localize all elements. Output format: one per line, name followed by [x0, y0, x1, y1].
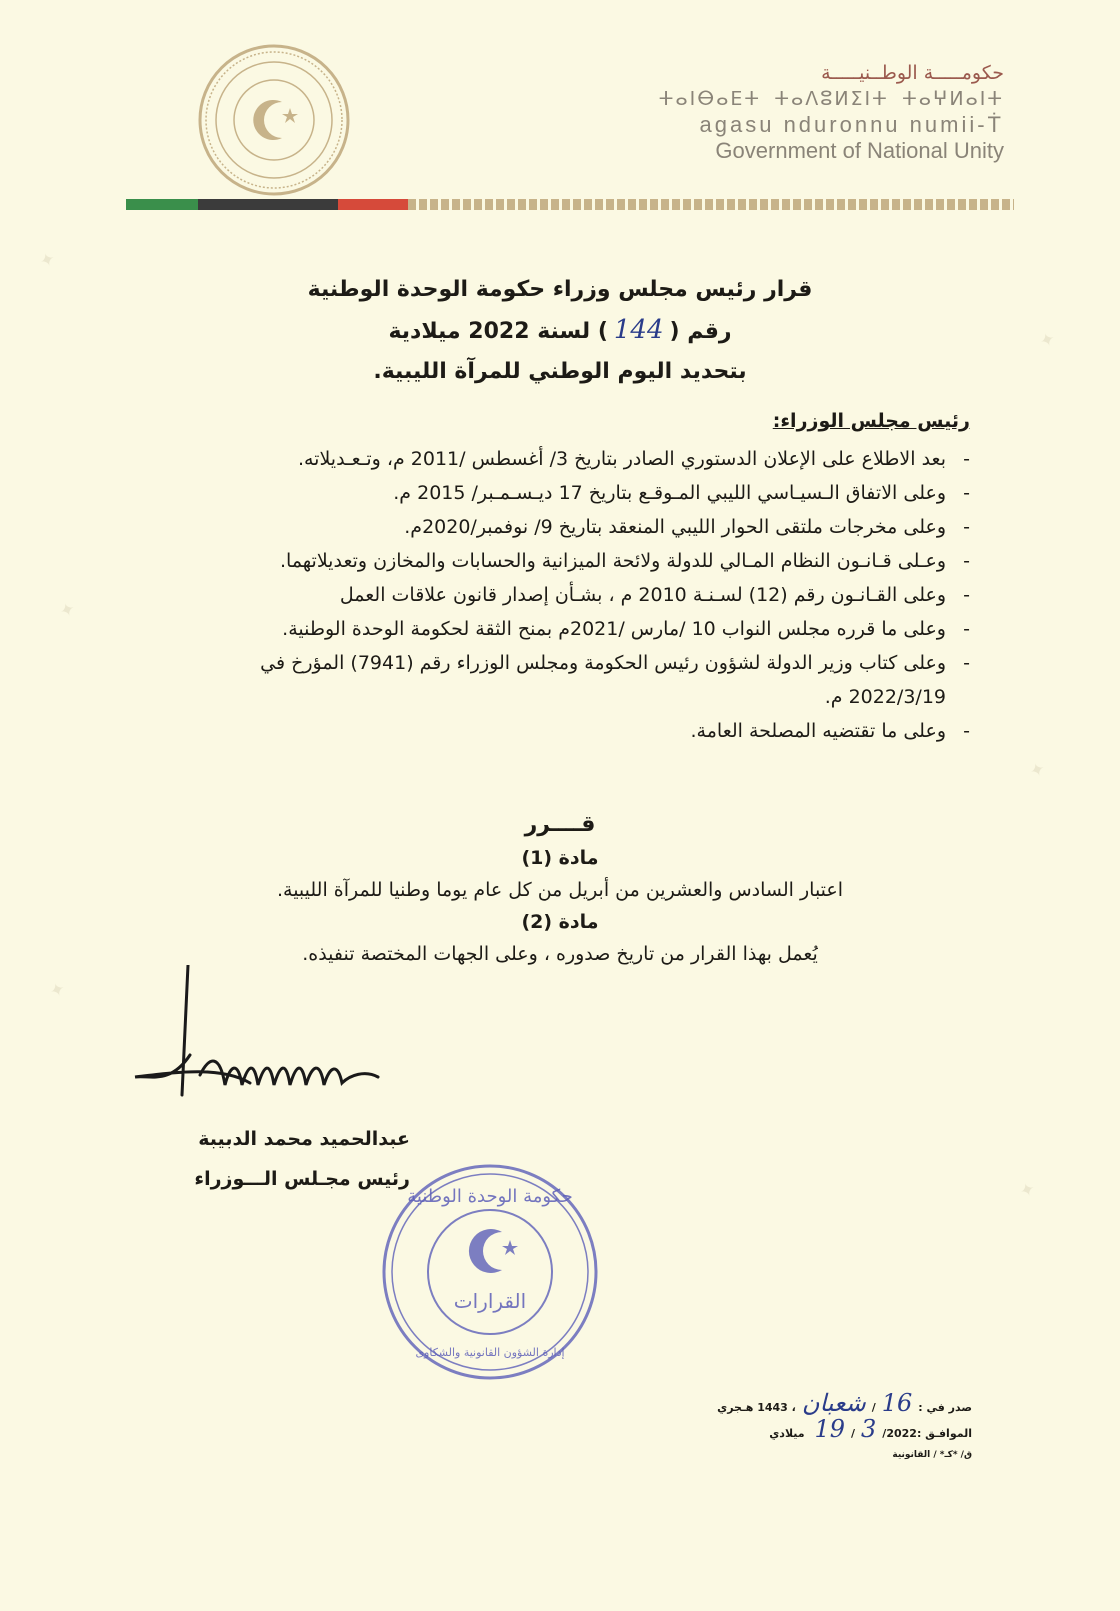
decision-number: 144	[613, 315, 664, 345]
list-item: - وعلى مخرجات ملتقى الحوار الليبي المنعقد بتاريخ 9/ نوفمبر/2020م.	[170, 510, 970, 544]
greg-year: /2022 ميلادي	[769, 1427, 917, 1440]
corresponding-label: الموافـق :	[916, 1427, 972, 1440]
stamp-top-text: حكومة الوحدة الوطنية	[407, 1186, 573, 1207]
article-1-text: اعتبار السادس والعشرين من أبريل من كل عام يوما وطنيا للمرآة الليبية.	[276, 879, 844, 901]
greg-day: 19	[814, 1415, 845, 1443]
government-name-block	[544, 62, 1004, 164]
stripe-black	[198, 199, 338, 210]
preamble-heading: رئيس مجلس الوزراء:	[772, 410, 970, 432]
issued-label: صدر في :	[918, 1401, 972, 1414]
government-name-english: Government of National Unity	[715, 138, 1004, 163]
hijri-day: 16	[881, 1389, 913, 1417]
government-name-latin: agasu nduronnu numii-Ṫ	[699, 112, 1004, 137]
title-number-suffix: ) لسنة 2022 ميلادية	[388, 319, 608, 344]
signer-title: رئيس مجـلس الـــوزراء	[194, 1168, 410, 1190]
greg-month: 3	[861, 1415, 877, 1443]
article-1-title: مادة (1)	[521, 847, 599, 869]
decision-heading: قــــرر	[524, 812, 596, 837]
article-2-text: يُعمل بهذا القرار من تاريخ صدوره ، وعلى الجهات المختصة تنفيذه.	[302, 943, 818, 965]
article-2-title: مادة (2)	[521, 911, 599, 933]
list-item: - وعلى ما قرره مجلس النواب 10 /مارس /2021م بمنح الثقة لحكومة الوحدة الوطنية.	[170, 612, 970, 646]
government-name-tifinagh: ⵜⴰⵏⴱⴰⴹⵜ ⵜⴰⴷⵓⵍⵉⵏⵜ ⵜⴰⵖⵍⴰⵏⵜ	[658, 88, 1004, 110]
title-number-prefix: رقم (	[669, 319, 732, 344]
handwritten-signature	[130, 965, 410, 1145]
reference-row: ق/ *كـ* / القانونية	[892, 1450, 972, 1460]
list-item-continuation: 2022/3/19 م.	[824, 686, 946, 708]
government-name-arabic: حكومـــــة الوطــنيـــــة	[821, 62, 1004, 84]
decision-title	[160, 270, 960, 392]
title-line-1: قرار رئيس مجلس وزراء حكومة الوحدة الوطنية	[307, 277, 813, 302]
hijri-year: ، 1443 هـجري	[717, 1401, 796, 1414]
issued-row: صدر في :16/شعبان، 1443 هـجري	[717, 1389, 972, 1417]
list-item-text: وعلى كتاب وزير الدولة لشؤون رئيس الحكومة ومجلس الوزراء رقم (7941) المؤرخ في	[260, 652, 946, 674]
stripe-gold-chain	[408, 199, 1014, 210]
issuance-footer	[672, 1390, 972, 1468]
stamp-bottom-text: إدارة الشؤون القانونية والشكاوى	[415, 1346, 565, 1359]
government-emblem	[196, 42, 352, 198]
list-item	[170, 646, 970, 714]
list-item: - وعـلى قـانـون النظام المـالي للدولة ولائحة الميزانية والحسابات والمخازن وتعديلاتهما.	[170, 544, 970, 578]
stamp-center-text: القرارات	[453, 1289, 527, 1313]
list-item: - وعلى ما تقتضيه المصلحة العامة.	[170, 714, 970, 748]
list-item: - وعلى القـانـون رقم (12) لسـنـة 2010 م ، بشـأن إصدار قانون علاقات العمل	[170, 578, 970, 612]
corresponding-row: الموافـق :19 / 3/2022 ميلادي	[769, 1415, 972, 1443]
decision-body	[160, 812, 960, 965]
hijri-month: شعبان	[801, 1389, 866, 1417]
list-item: - وعلى الاتفاق الـسيـاسي الليبي المـوقـع بتاريخ 17 ديـسـمـبر/ 2015 م.	[170, 476, 970, 510]
list-item: - بعد الاطلاع على الإعلان الدستوري الصادر بتاريخ 3/ أغسطس /2011 م، وتـعـديلاته.	[170, 442, 970, 476]
stripe-red	[338, 199, 408, 210]
title-line-3: بتحديد اليوم الوطني للمرآة الليبية.	[373, 359, 747, 384]
document-page: ✦ ✦ ✦ ✦ ✦ ✦ حكومـــــة الوطــنيـــــة ⵜⴰⵏⴱⴰⴹⵜ ⵜⴰⴷⵓⵍⵉⵏⵜ ⵜⴰⵖⵍⴰⵏⵜ agasu nduronnu numii-Ṫ Government of National Unity قرار رئيس مجلس وزراء حكومة الوحدة الوطنية رقم (144) لسنة 2022 ميلادية بتحديد اليوم الوطني للمرآة الليبية. رئيس مجلس الوزراء: - بعد الاطلاع على الإعلان الدستوري الصادر بتاريخ 3/ أغسطس /2011 م، وتـعـديلاته. - وعلى الاتفاق الـسيـاسي الليبي المـوقـع بتاريخ 17 ديـسـمـبر/ 2015 م. - وعلى مخرجات ملتقى الحوار الليبي المنعقد بتاريخ 9/ نوفمبر/2020م. - وعـلى قـانـون النظام المـالي للدولة ولائحة الميزانية والحسابات والمخازن وتعديلاتهما. - وعلى القـانـون رقم (12) لسـنـة 2010 م ، بشـأن إصدار قانون علاقات العمل - وعلى ما قرره مجلس النواب 10 /مارس /2021م بمنح الثقة لحكومة الوحدة الوطنية. - وعلى كتاب وزير الدولة لشؤون رئيس الحكومة ومجلس الوزراء رقم (7941) المؤرخ في 2022/3/19 م. - وعلى ما تقتضيه المصلحة العامة. قــــرر مادة (1) اعتبار السادس والعشرين من أبريل من كل عام يوما وطنيا للمرآة الليبية. مادة (2) يُعمل بهذا القرار من تاريخ صدوره ، وعلى الجهات المختصة تنفيذه. عبدالحميد محمد الدبيبة رئيس مجـلس الـــوزراء حكومة الوحدة الوطنية القرارات إدارة الشؤون القانونية والشكاوى صدر في :16/شعبان، 1443 هـجري الموافـق :19 / 3/2022 ميلادي ق/ *كـ* / القانونية	[0, 0, 1120, 1611]
official-stamp	[378, 1160, 602, 1384]
stripe-green	[126, 199, 198, 210]
title-line-2	[160, 310, 960, 352]
flag-stripe	[126, 199, 1014, 210]
preamble	[170, 410, 970, 748]
signer-name: عبدالحميد محمد الدبيبة	[198, 1128, 410, 1150]
preamble-list	[170, 442, 970, 748]
